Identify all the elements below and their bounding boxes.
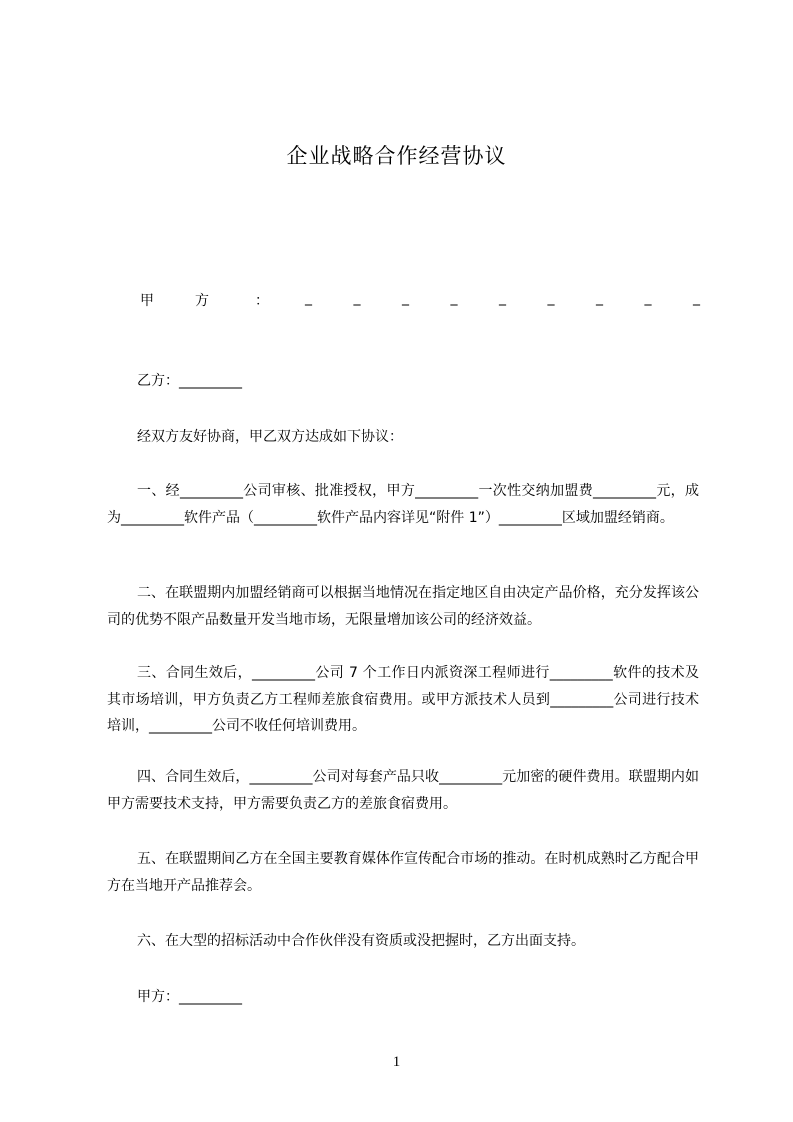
party-b-line: 乙方：_________ — [137, 373, 242, 389]
party-a-line — [140, 290, 700, 312]
blank-mark: _ — [402, 290, 409, 306]
clause-1: 一、经_________公司审核、批准授权，甲方_________一次性交纳加盟费_________元，成为_________软件产品（_________软件产品内容详见“附件 1”）_________区域加盟经销商。 — [107, 483, 699, 526]
blank-mark: _ — [499, 290, 506, 306]
blank-mark: _ — [450, 290, 458, 306]
blank-mark: _ — [353, 290, 361, 306]
party-a-blank — [305, 290, 700, 306]
agreement-intro: 经双方友好协商，甲乙双方达成如下协议： — [137, 429, 403, 445]
document-title: 企业战略合作经营协议 — [286, 144, 507, 168]
clause-3: 三、合同生效后，_________公司 7 个工作日内派资深工程师进行_________软件的技术及其市场培训，甲方负责乙方工程师差旅食宿费用。或甲方派技术人员到_________公司进行技术培训，_________公司不收任何培训费用。 — [107, 665, 699, 734]
blank-mark: _ — [644, 290, 652, 306]
page-number: 1 — [392, 1054, 401, 1070]
blank-mark: _ — [547, 290, 555, 306]
party-a-label-char-2: 方 — [195, 293, 209, 309]
clause-2: 二、在联盟期内加盟经销商可以根据当地情况在指定地区自由决定产品价格，充分发挥该公司的优势不限产品数量开发当地市场，无限量增加该公司的经济效益。 — [107, 585, 699, 628]
party-a-label-char-1: 甲 — [140, 293, 154, 309]
party-a-signature: 甲方：_________ — [137, 989, 242, 1005]
blank-mark: _ — [305, 290, 312, 306]
clause-5: 五、在联盟期间乙方在全国主要教育媒体作宣传配合市场的推动。在时机成熟时乙方配合甲方在当地开产品推荐会。 — [107, 851, 699, 894]
party-a-colon: ： — [255, 293, 269, 309]
clause-6: 六、在大型的招标活动中合作伙伴没有资质或没把握时，乙方出面支持。 — [137, 933, 585, 949]
blank-mark: _ — [596, 290, 603, 306]
clause-4: 四、合同生效后，_________公司对每套产品只收_________元加密的硬件费用。联盟期内如甲方需要技术支持，甲方需要负责乙方的差旅食宿费用。 — [107, 769, 699, 812]
blank-mark: _ — [693, 290, 700, 306]
